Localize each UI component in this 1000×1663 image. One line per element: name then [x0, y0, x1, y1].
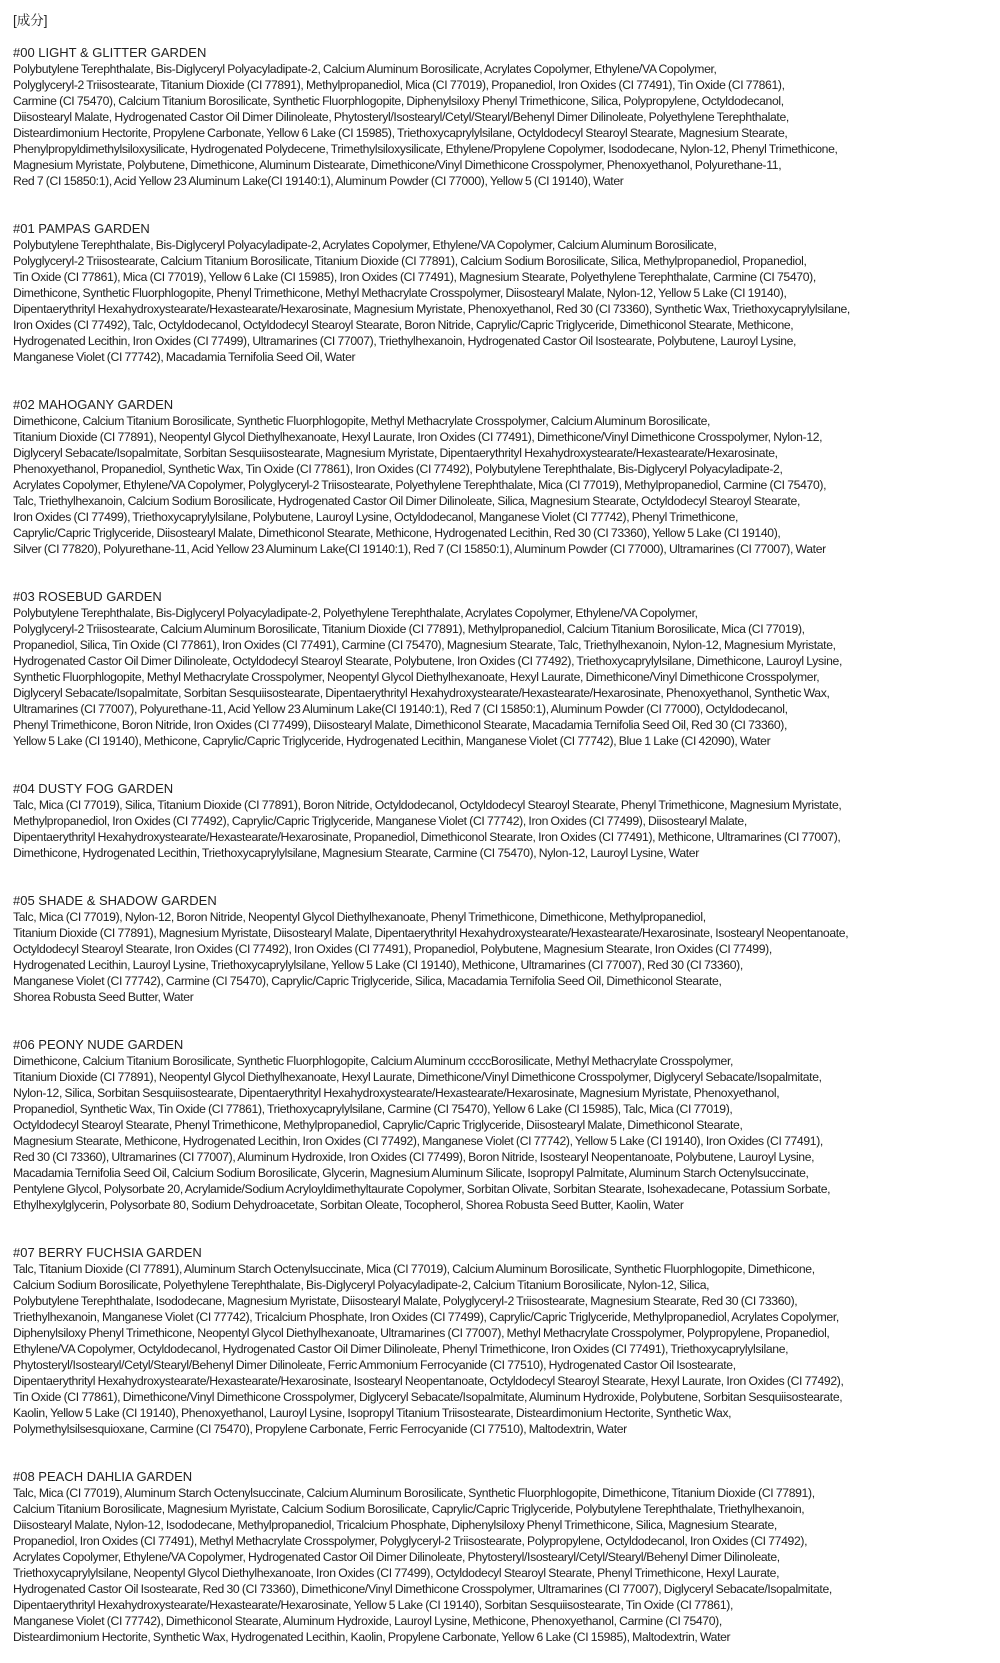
section-title: #01 PAMPAS GARDEN [13, 221, 150, 236]
section-title: #07 BERRY FUCHSIA GARDEN [13, 1245, 202, 1260]
section-ingredients: Talc, Titanium Dioxide (CI 77891), Aluminum Starch Octenylsuccinate, Mica (CI 77019), Calcium Aluminum Borosilicate, Synthetic Fluorphlogopite, Dimethicone, Calcium Sodium Borosilicate, Polyethylene Terephthalate, Bis-Diglyceryl Polyacyladipate-2, Calcium Titanium Borosilicate, Nylon-12, Silica, Polybutylene Terephthalate, Isododecane, Magnesium Myristate, Diisostearyl Malate, Polyglyceryl-2 Triisostearate, Magnesium Stearate, Red 30 (CI 73360), Triethylhexanoin, Manganese Violet (CI 77742), Tricalcium Phosphate, Iron Oxides (CI 77499), Caprylic/Capric Triglyceride, Methylpropanediol, Acrylates Copolymer, Diphenylsiloxy Phenyl Trimethicone, Neopentyl Glycol Diethylhexanoate, Ultramarines (CI 77007), Methyl Methacrylate Crosspolymer, Polypropylene, Propanediol, Ethylene/VA Copolymer, Octyldodecanol, Hydrogenated Castor Oil Dimer Dilinoleate, Phenyl Trimethicone, Iron Oxides (CI 77491), Triethoxycaprylylsilane, Phytosteryl/Isostearyl/Cetyl/Stearyl/Behenyl Dimer Dilinoleate, Ferric Ammonium Ferrocyanide (CI 77510), Hydrogenated Castor Oil Isostearate, Dipentaerythrityl Hexahydroxystearate/Hexastearate/Hexarosinate, Isostearyl Neopentanoate, Octyldodecyl Stearoyl Stearate, Hexyl Laurate, Iron Oxides (CI 77492), Tin Oxide (CI 77861), Dimethicone/Vinyl Dimethicone Crosspolymer, Diglyceryl Sebacate/Isopalmitate, Aluminum Hydroxide, Polybutene, Sorbitan Sesquiisostearate, Kaolin, Yellow 5 Lake (CI 19140), Phenoxyethanol, Lauroyl Lysine, Isopropyl Titanium Triisostearate, Disteardimonium Hectorite, Synthetic Wax, Polymethylsilsesquioxane, Carmine (CI 75470), Propylene Carbonate, Ferric Ferrocyanide (CI 77510), Maltodextrin, Water [13, 1262, 844, 1436]
section-ingredients: Talc, Mica (CI 77019), Aluminum Starch Octenylsuccinate, Calcium Aluminum Borosilicate, Synthetic Fluorphlogopite, Dimethicone, Titanium Dioxide (CI 77891), Calcium Titanium Borosilicate, Magnesium Myristate, Calcium Sodium Borosilicate, Caprylic/Capric Triglyceride, Polybutylene Terephthalate, Triethylhexanoin, Diisostearyl Malate, Nylon-12, Isododecane, Methylpropanediol, Tricalcium Phosphate, Diphenylsiloxy Phenyl Trimethicone, Silica, Magnesium Stearate, Propanediol, Iron Oxides (CI 77491), Methyl Methacrylate Crosspolymer, Polyglyceryl-2 Triisostearate, Polypropylene, Octyldodecanol, Iron Oxides (CI 77492), Acrylates Copolymer, Ethylene/VA Copolymer, Hydrogenated Castor Oil Dimer Dilinoleate, Phytosteryl/Isostearyl/Cetyl/Stearyl/Behenyl Dimer Dilinoleate, Triethoxycaprylylsilane, Neopentyl Glycol Diethylhexanoate, Iron Oxides (CI 77499), Octyldodecyl Stearoyl Stearate, Phenyl Trimethicone, Hexyl Laurate, Hydrogenated Castor Oil Isostearate, Red 30 (CI 73360), Dimethicone/Vinyl Dimethicone Crosspolymer, Ultramarines (CI 77007), Diglyceryl Sebacate/Isopalmitate, Dipentaerythrityl Hexahydroxystearate/Hexastearate/Hexarosinate, Yellow 5 Lake (CI 19140), Sorbitan Sesquiisostearate, Tin Oxide (CI 77861), Manganese Violet (CI 77742), Dimethiconol Stearate, Aluminum Hydroxide, Lauroyl Lysine, Methicone, Phenoxyethanol, Carmine (CI 75470), Disteardimonium Hectorite, Synthetic Wax, Hydrogenated Lecithin, Kaolin, Propylene Carbonate, Yellow 6 Lake (CI 15985), Maltodextrin, Water [13, 1486, 832, 1644]
section-spacer [13, 1005, 992, 1037]
section-08-peach-dahlia [13, 1469, 992, 1645]
section-01-pampas [13, 221, 992, 365]
section-title: #06 PEONY NUDE GARDEN [13, 1037, 184, 1052]
section-spacer [13, 189, 992, 221]
section-ingredients: Talc, Mica (CI 77019), Silica, Titanium Dioxide (CI 77891), Boron Nitride, Octyldodecanol, Octyldodecyl Stearoyl Stearate, Phenyl Trimethicone, Magnesium Myristate, Methylpropanediol, Iron Oxides (CI 77492), Caprylic/Capric Triglyceride, Manganese Violet (CI 77742), Iron Oxides (CI 77499), Diisostearyl Malate, Dipentaerythrityl Hexahydroxystearate/Hexastearate/Hexarosinate, Propanediol, Dimethiconol Stearate, Iron Oxides (CI 77491), Methicone, Ultramarines (CI 77007), Dimethicone, Hydrogenated Lecithin, Triethoxycaprylylsilane, Magnesium Stearate, Carmine (CI 75470), Nylon-12, Lauroyl Lysine, Water [13, 798, 842, 860]
section-title: #03 ROSEBUD GARDEN [13, 589, 162, 604]
section-ingredients: Talc, Mica (CI 77019), Nylon-12, Boron Nitride, Neopentyl Glycol Diethylhexanoate, Phenyl Trimethicone, Dimethicone, Methylpropanediol, Titanium Dioxide (CI 77891), Magnesium Myristate, Diisostearyl Malate, Dipentaerythrityl Hexahydroxystearate/Hexastearate/Hexarosinate, Isostearyl Neopentanoate, Octyldodecyl Stearoyl Stearate, Iron Oxides (CI 77492), Iron Oxides (CI 77491), Propanediol, Polybutene, Magnesium Stearate, Iron Oxides (CI 77499), Hydrogenated Lecithin, Lauroyl Lysine, Triethoxycaprylylsilane, Yellow 5 Lake (CI 19140), Methicone, Ultramarines (CI 77007), Red 30 (CI 73360), Manganese Violet (CI 77742), Carmine (CI 75470), Caprylic/Capric Triglyceride, Silica, Macadamia Ternifolia Seed Oil, Dimethiconol Stearate, Shorea Robusta Seed Butter, Water [13, 910, 849, 1004]
section-spacer [13, 1213, 992, 1245]
section-spacer [13, 861, 992, 893]
section-ingredients: Dimethicone, Calcium Titanium Borosilicate, Synthetic Fluorphlogopite, Calcium Aluminum ccccBorosilicate, Methyl Methacrylate Crosspolymer, Titanium Dioxide (CI 77891), Neopentyl Glycol Diethylhexanoate, Hexyl Laurate, Dimethicone/Vinyl Dimethicone Crosspolymer, Diglyceryl Sebacate/Isopalmitate, Nylon-12, Silica, Sorbitan Sesquiisostearate, Dipentaerythrityl Hexahydroxystearate/Hexastearate/Hexarosinate, Magnesium Myristate, Phenoxyethanol, Propanediol, Synthetic Wax, Tin Oxide (CI 77861), Triethoxycaprylylsilane, Carmine (CI 75470), Yellow 6 Lake (CI 15985), Talc, Mica (CI 77019), Octyldodecyl Stearoyl Stearate, Phenyl Trimethicone, Methylpropanediol, Caprylic/Capric Triglyceride, Diisostearyl Malate, Dimethiconol Stearate, Magnesium Stearate, Methicone, Hydrogenated Lecithin, Iron Oxides (CI 77492), Manganese Violet (CI 77742), Yellow 5 Lake (CI 19140), Iron Oxides (CI 77491), Red 30 (CI 73360), Ultramarines (CI 77007), Aluminum Hydroxide, Iron Oxides (CI 77499), Boron Nitride, Isostearyl Neopentanoate, Polybutene, Lauroyl Lysine, Macadamia Ternifolia Seed Oil, Calcium Sodium Borosilicate, Glycerin, Magnesium Aluminum Silicate, Isopropyl Palmitate, Aluminum Starch Octenylsuccinate, Pentylene Glycol, Polysorbate 20, Acrylamide/Sodium Acryloyldimethyltaurate Copolymer, Sorbitan Olivate, Sorbitan Stearate, Isohexadecane, Potassium Sorbate, Ethylhexylglycerin, Polysorbate 80, Sodium Dehydroacetate, Sorbitan Oleate, Tocopherol, Shorea Robusta Seed Butter, Kaolin, Water [13, 1054, 831, 1212]
section-title: #05 SHADE & SHADOW GARDEN [13, 893, 217, 908]
section-spacer [13, 1437, 992, 1469]
section-title: #02 MAHOGANY GARDEN [13, 397, 174, 412]
section-ingredients: Polybutylene Terephthalate, Bis-Diglyceryl Polyacyladipate-2, Calcium Aluminum Borosilicate, Acrylates Copolymer, Ethylene/VA Copolymer, Polyglyceryl-2 Triisostearate, Titanium Dioxide (CI 77891), Methylpropanediol, Mica (CI 77019), Propanediol, Iron Oxides (CI 77491), Tin Oxide (CI 77861), Carmine (CI 75470), Calcium Titanium Borosilicate, Synthetic Fluorphlogopite, Diphenylsiloxy Phenyl Trimethicone, Silica, Polypropylene, Octyldodecanol, Diisostearyl Malate, Hydrogenated Castor Oil Dimer Dilinoleate, Phytosteryl/Isostearyl/Cetyl/Stearyl/Behenyl Dimer Dilinoleate, Polyethylene Terephthalate, Disteardimonium Hectorite, Propylene Carbonate, Yellow 6 Lake (CI 15985), Triethoxycaprylylsilane, Octyldodecyl Stearoyl Stearate, Magnesium Stearate, Phenylpropyldimethylsiloxysilicate, Hydrogenated Polydecene, Trimethylsiloxysilicate, Ethylene/Propylene Copolymer, Isododecane, Nylon-12, Phenyl Trimethicone, Magnesium Myristate, Polybutene, Dimethicone, Aluminum Distearate, Dimethicone/Vinyl Dimethicone Crosspolymer, Phenoxyethanol, Polyurethane-11, Red 7 (CI 15850:1), Acid Yellow 23 Aluminum Lake(CI 19140:1), Aluminum Powder (CI 77000), Yellow 5 (CI 19140), Water [13, 62, 838, 188]
section-spacer [13, 557, 992, 589]
section-00-light-glitter [13, 45, 992, 189]
section-ingredients: Dimethicone, Calcium Titanium Borosilicate, Synthetic Fluorphlogopite, Methyl Methacrylate Crosspolymer, Calcium Aluminum Borosilicate, Titanium Dioxide (CI 77891), Neopentyl Glycol Diethylhexanoate, Hexyl Laurate, Iron Oxides (CI 77491), Dimethicone/Vinyl Dimethicone Crosspolymer, Nylon-12, Diglyceryl Sebacate/Isopalmitate, Sorbitan Sesquiisostearate, Magnesium Myristate, Dipentaerythrityl Hexahydroxystearate/Hexastearate/Hexarosinate, Phenoxyethanol, Propanediol, Synthetic Wax, Tin Oxide (CI 77861), Iron Oxides (CI 77492), Polybutylene Terephthalate, Bis-Diglyceryl Polyacyladipate-2, Acrylates Copolymer, Ethylene/VA Copolymer, Polyglyceryl-2 Triisostearate, Polyethylene Terephthalate, Mica (CI 77019), Methylpropanediol, Carmine (CI 75470), Talc, Triethylhexanoin, Calcium Sodium Borosilicate, Hydrogenated Castor Oil Dimer Dilinoleate, Silica, Magnesium Stearate, Octyldodecyl Stearoyl Stearate, Iron Oxides (CI 77499), Triethoxycaprylylsilane, Polybutene, Lauroyl Lysine, Octyldodecanol, Manganese Violet (CI 77742), Phenyl Trimethicone, Caprylic/Capric Triglyceride, Diisostearyl Malate, Dimethiconol Stearate, Methicone, Hydrogenated Lecithin, Red 30 (CI 73360), Yellow 5 Lake (CI 19140), Silver (CI 77820), Polyurethane-11, Acid Yellow 23 Aluminum Lake(CI 19140:1), Red 7 (CI 15850:1), Aluminum Powder (CI 77000), Ultramarines (CI 77007), Water [13, 414, 827, 556]
section-03-rosebud [13, 589, 992, 749]
section-07-berry-fuchsia [13, 1245, 992, 1437]
document-heading: [成分] [13, 13, 48, 28]
section-title: #08 PEACH DAHLIA GARDEN [13, 1469, 193, 1484]
section-02-mahogany [13, 397, 992, 557]
section-spacer [13, 749, 992, 781]
section-title: #04 DUSTY FOG GARDEN [13, 781, 174, 796]
section-04-dusty-fog [13, 781, 992, 861]
section-title: #00 LIGHT & GLITTER GARDEN [13, 45, 207, 60]
section-spacer [13, 365, 992, 397]
section-ingredients: Polybutylene Terephthalate, Bis-Diglyceryl Polyacyladipate-2, Polyethylene Terephthalate, Acrylates Copolymer, Ethylene/VA Copolymer, Polyglyceryl-2 Triisostearate, Calcium Aluminum Borosilicate, Titanium Dioxide (CI 77891), Methylpropanediol, Calcium Titanium Borosilicate, Mica (CI 77019), Propanediol, Silica, Tin Oxide (CI 77861), Iron Oxides (CI 77491), Carmine (CI 75470), Magnesium Stearate, Talc, Triethylhexanoin, Nylon-12, Magnesium Myristate, Hydrogenated Castor Oil Dimer Dilinoleate, Octyldodecyl Stearoyl Stearate, Polybutene, Iron Oxides (CI 77492), Triethoxycaprylylsilane, Dimethicone, Lauroyl Lysine, Synthetic Fluorphlogopite, Methyl Methacrylate Crosspolymer, Neopentyl Glycol Diethylhexanoate, Hexyl Laurate, Dimethicone/Vinyl Dimethicone Crosspolymer, Diglyceryl Sebacate/Isopalmitate, Sorbitan Sesquiisostearate, Dipentaerythrityl Hexahydroxystearate/Hexastearate/Hexarosinate, Phenoxyethanol, Synthetic Wax, Ultramarines (CI 77007), Polyurethane-11, Acid Yellow 23 Aluminum Lake(CI 19140:1), Red 7 (CI 15850:1), Aluminum Powder (CI 77000), Octyldodecanol, Phenyl Trimethicone, Boron Nitride, Iron Oxides (CI 77499), Diisostearyl Malate, Dimethiconol Stearate, Macadamia Ternifolia Seed Oil, Red 30 (CI 73360), Yellow 5 Lake (CI 19140), Methicone, Caprylic/Capric Triglyceride, Hydrogenated Lecithin, Manganese Violet (CI 77742), Blue 1 Lake (CI 42090), Water [13, 606, 842, 748]
section-05-shade-shadow [13, 893, 992, 1005]
section-ingredients: Polybutylene Terephthalate, Bis-Diglyceryl Polyacyladipate-2, Acrylates Copolymer, Ethylene/VA Copolymer, Calcium Aluminum Borosilicate, Polyglyceryl-2 Triisostearate, Calcium Titanium Borosilicate, Titanium Dioxide (CI 77891), Calcium Sodium Borosilicate, Silica, Methylpropanediol, Propanediol, Tin Oxide (CI 77861), Mica (CI 77019), Yellow 6 Lake (CI 15985), Iron Oxides (CI 77491), Magnesium Stearate, Polyethylene Terephthalate, Carmine (CI 75470), Dimethicone, Synthetic Fluorphlogopite, Phenyl Trimethicone, Methyl Methacrylate Crosspolymer, Diisostearyl Malate, Nylon-12, Yellow 5 Lake (CI 19140), Dipentaerythrityl Hexahydroxystearate/Hexastearate/Hexarosinate, Magnesium Myristate, Phenoxyethanol, Red 30 (CI 73360), Synthetic Wax, Triethoxycaprylylsilane, Iron Oxides (CI 77492), Talc, Octyldodecanol, Octyldodecyl Stearoyl Stearate, Boron Nitride, Caprylic/Capric Triglyceride, Dimethiconol Stearate, Methicone, Hydrogenated Lecithin, Iron Oxides (CI 77499), Ultramarines (CI 77007), Triethylhexanoin, Hydrogenated Castor Oil Isostearate, Polybutene, Lauroyl Lysine, Manganese Violet (CI 77742), Macadamia Ternifolia Seed Oil, Water [13, 238, 850, 364]
section-06-peony-nude [13, 1037, 992, 1213]
